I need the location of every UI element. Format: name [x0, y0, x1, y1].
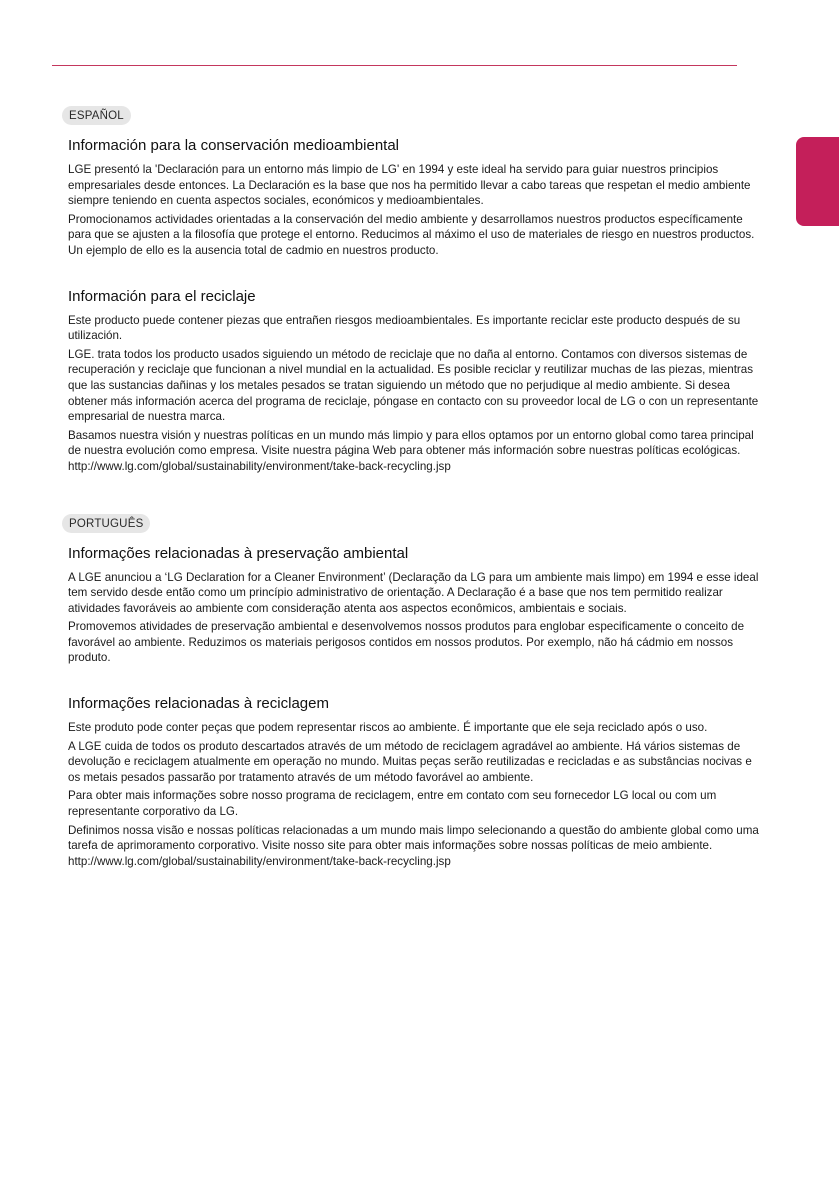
- spanish-section: [62, 106, 762, 475]
- environment-heading: Informações relacionadas à preservação ambiental: [68, 544, 409, 562]
- recycling-url: http://www.lg.com/global/sustainability/environment/take-back-recycling.jsp: [68, 459, 451, 473]
- environment-paragraph: LGE presentó la 'Declaración para un entorno más limpio de LG' en 1994 y este ideal ha servido para guiar nuestros principios empresariales desde entonces. La Declaración es la base que nos ha permitido llevar a cabo tareas que respetan el medio ambiente siempre teniendo en cuenta aspectos sociales, económicos y medioambientales.: [68, 163, 751, 208]
- page-content: [62, 106, 762, 872]
- recycling-paragraph: Este producto puede contener piezas que entrañen riesgos medioambientales. Es importante reciclar este producto después de su utilización.: [68, 313, 741, 343]
- recycling-paragraph: Basamos nuestra visión y nuestras políticas en un mundo más limpio y para ellos optamos por un entorno global como tarea principal de nuestra evolución como empresa. Visite nuestra página Web para obtener más información sobre nuestras políticas ecológicas.: [68, 428, 754, 458]
- language-section-tab: [796, 137, 839, 226]
- recycling-heading: Informações relacionadas à reciclagem: [68, 695, 329, 713]
- portuguese-section: [62, 514, 762, 870]
- environment-paragraph: A LGE anunciou a ‘LG Declaration for a Cleaner Environment’ (Declaração da LG para um ambiente mais limpo) em 1994 e esse ideal tem servido desde então como um princípio administrativo de orientação. A Declaração é a base que nos tem permitido realizar atividades favoráveis ao ambiente com consideração atenta aos aspectos econômicos, ambientais e sociais.: [68, 570, 759, 615]
- language-badge-portuguese: PORTUGUÊS: [62, 514, 150, 533]
- environment-paragraph: Promocionamos actividades orientadas a la conservación del medio ambiente y desarrollamos nuestros productos específicamente para que se ajusten a la filosofía que protege el entorno. Reducimos al máximo el uso de materiales de riesgo en nuestros productos. Un ejemplo de ello es la ausencia total de cadmio en nuestros producto.: [68, 212, 755, 257]
- recycling-paragraph: Para obter mais informações sobre nosso programa de reciclagem, entre em contato com seu fornecedor LG local ou com um representante corporativo da LG.: [68, 789, 717, 819]
- recycling-url: http://www.lg.com/global/sustainability/environment/take-back-recycling.jsp: [68, 854, 451, 868]
- environment-heading: Información para la conservación medioambiental: [68, 137, 400, 154]
- recycling-paragraph: Definimos nossa visão e nossas políticas relacionadas a um mundo mais limpo selecionando a questão do ambiente global como uma tarefa de aprimoramento corporativo. Visite nosso site para obter mais informações sobre nossas políticas de meio ambiente.: [68, 823, 759, 853]
- recycling-paragraph: A LGE cuida de todos os produto descartados através de um método de reciclagem agradável ao ambiente. Há vários sistemas de devolução e reciclagem atualmente em operação no mundo. Muitas peças serão reutilizadas e recicladas e as substâncias nocivas e os metais pesados passarão por tratamento através de um método favorável ao ambiente.: [68, 739, 752, 784]
- header-divider: [52, 65, 737, 66]
- recycling-paragraph: LGE. trata todos los producto usados siguiendo un método de reciclaje que no daña al entorno. Contamos con diversos sistemas de recuperación y reciclaje que funcionan a nivel mundial en la actualidad. Es posible reciclar y reutilizar muchas de las piezas, mientras que las sustancias dañinas y los metales pesados se tratan siguiendo un método que no perjudique al medio ambiente. Si desea obtener más información acerca del programa de reciclaje, póngase en contacto con su proveedor local de LG o con un representante empresarial de nuestra marca.: [68, 347, 759, 424]
- recycling-heading: Información para el reciclaje: [68, 287, 256, 305]
- environment-paragraph: Promovemos atividades de preservação ambiental e desenvolvemos nossos produtos para englobar especificamente o conceito de favorável ao ambiente. Reduzimos os materiais perigosos contidos em nossos produtos. Por exemplo, não há cádmio em nossos produto.: [68, 620, 745, 665]
- language-badge-spanish: ESPAÑOL: [62, 106, 131, 125]
- recycling-paragraph: Este produto pode conter peças que podem representar riscos ao ambiente. É importante que ele seja reciclado após o uso.: [68, 721, 708, 735]
